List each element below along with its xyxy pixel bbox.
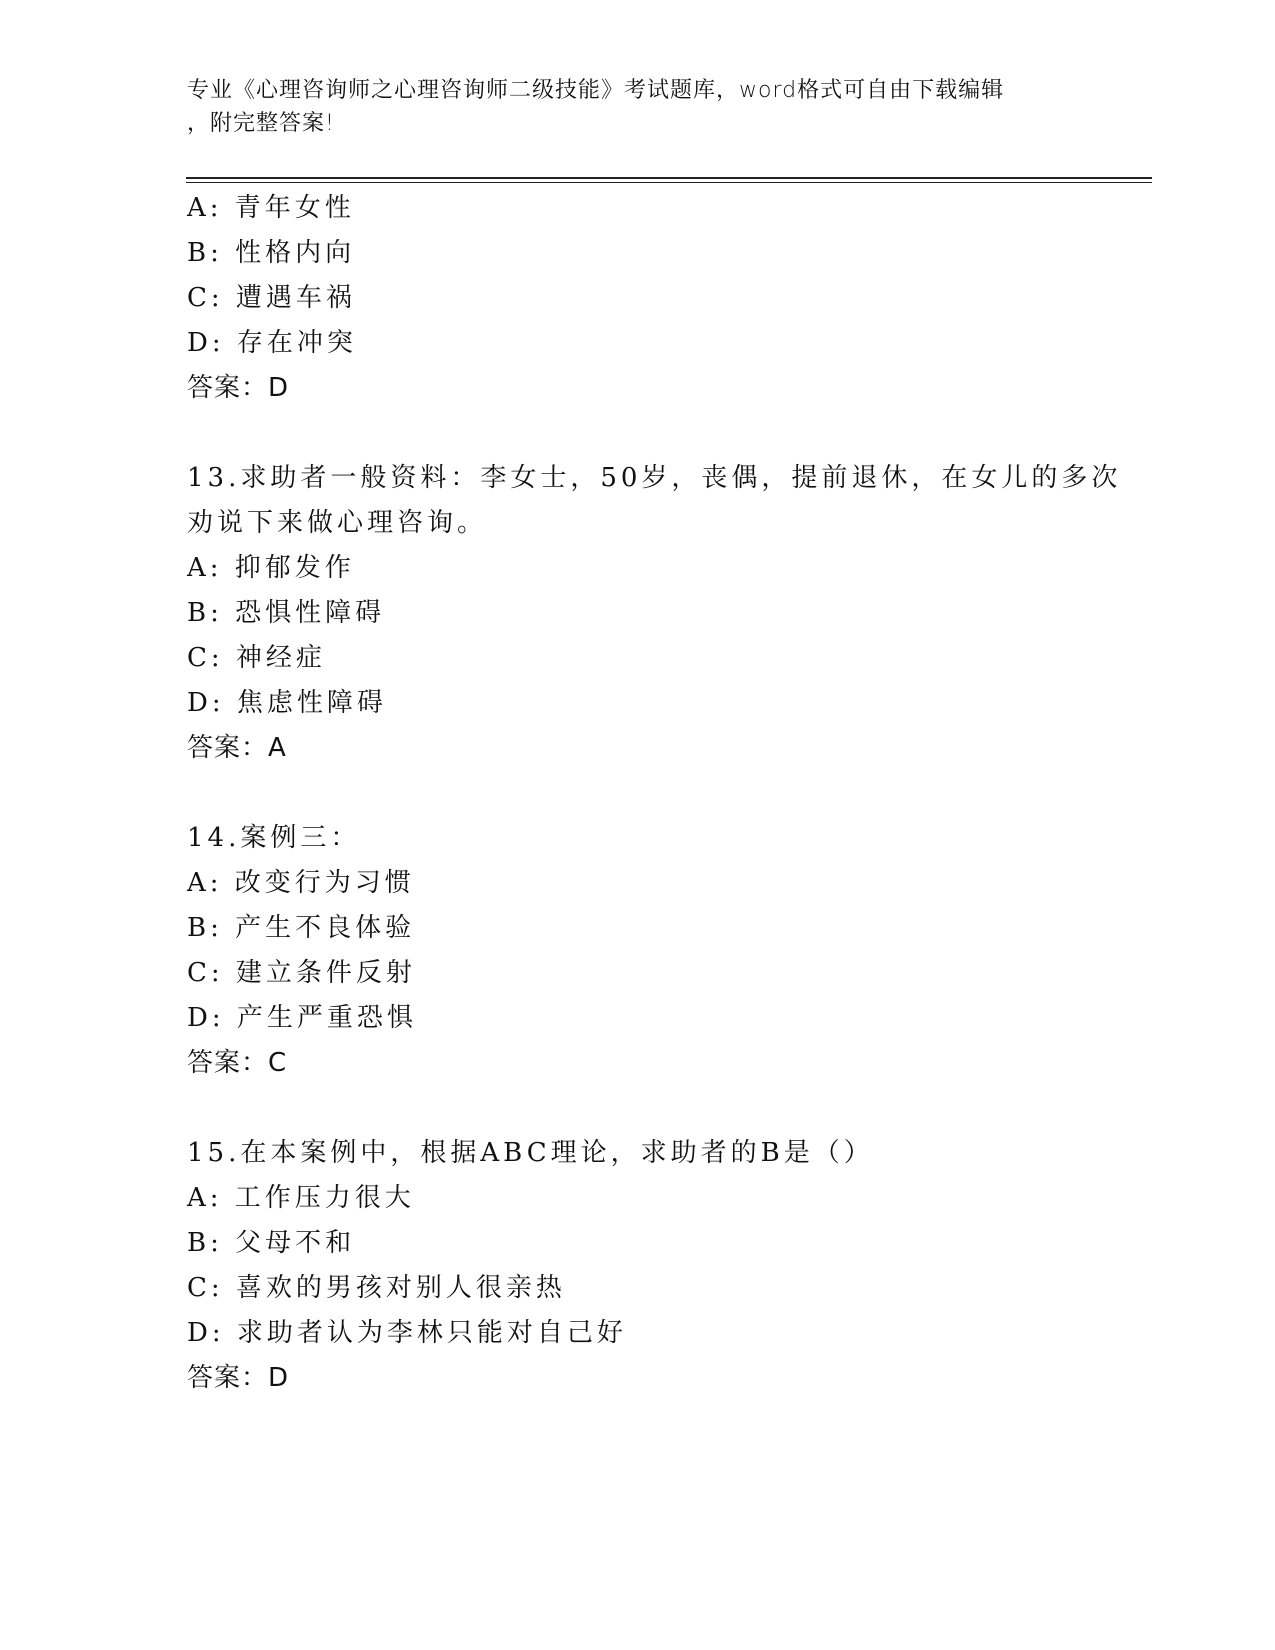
q13-option-a: A: 抑郁发作 — [187, 553, 355, 583]
document-header — [187, 74, 1067, 140]
q14-stem-line-1: 14.案例三： — [187, 823, 361, 853]
q14-option-b: B: 产生不良体验 — [187, 913, 416, 943]
header-divider-thin — [186, 182, 1152, 183]
q15-option-a: A: 工作压力很大 — [187, 1183, 415, 1213]
q12-option-a: A: 青年女性 — [187, 193, 355, 223]
q13-option-d: D: 焦虑性障碍 — [187, 688, 387, 718]
q14-option-d: D: 产生严重恐惧 — [187, 1003, 417, 1033]
q13-option-b: B: 恐惧性障碍 — [187, 598, 386, 628]
header-line-2: ，附完整答案! — [187, 111, 335, 136]
q15-option-b: B: 父母不和 — [187, 1228, 356, 1258]
q12-option-b: B: 性格内向 — [187, 238, 356, 268]
q15-option-d: D: 求助者认为李林只能对自己好 — [187, 1318, 627, 1348]
q14-answer: 答案：C — [187, 1048, 288, 1078]
q15-stem-line-1: 15.在本案例中，根据ABC理论，求助者的B是（） — [187, 1138, 874, 1168]
q13-stem-line-2: 劝说下来做心理咨询。 — [187, 508, 488, 538]
q13-option-c: C: 神经症 — [187, 643, 326, 673]
q12-option-d: D: 存在冲突 — [187, 328, 357, 358]
q13-stem-line-1: 13.求助者一般资料：李女士，50岁，丧偶，提前退休，在女儿的多次 — [187, 463, 1122, 493]
header-line-1: 专业《心理咨询师之心理咨询师二级技能》考试题库，word格式可自由下载编辑 — [187, 78, 1005, 103]
q14-option-a: A: 改变行为习惯 — [187, 868, 415, 898]
q14-option-c: C: 建立条件反射 — [187, 958, 416, 988]
q15-answer: 答案：D — [187, 1363, 290, 1393]
q12-answer: 答案：D — [187, 373, 290, 403]
q13-answer: 答案：A — [187, 733, 287, 763]
q15-option-c: C: 喜欢的男孩对别人很亲热 — [187, 1273, 566, 1303]
header-divider-thick — [186, 177, 1152, 179]
q12-option-c: C: 遭遇车祸 — [187, 283, 356, 313]
